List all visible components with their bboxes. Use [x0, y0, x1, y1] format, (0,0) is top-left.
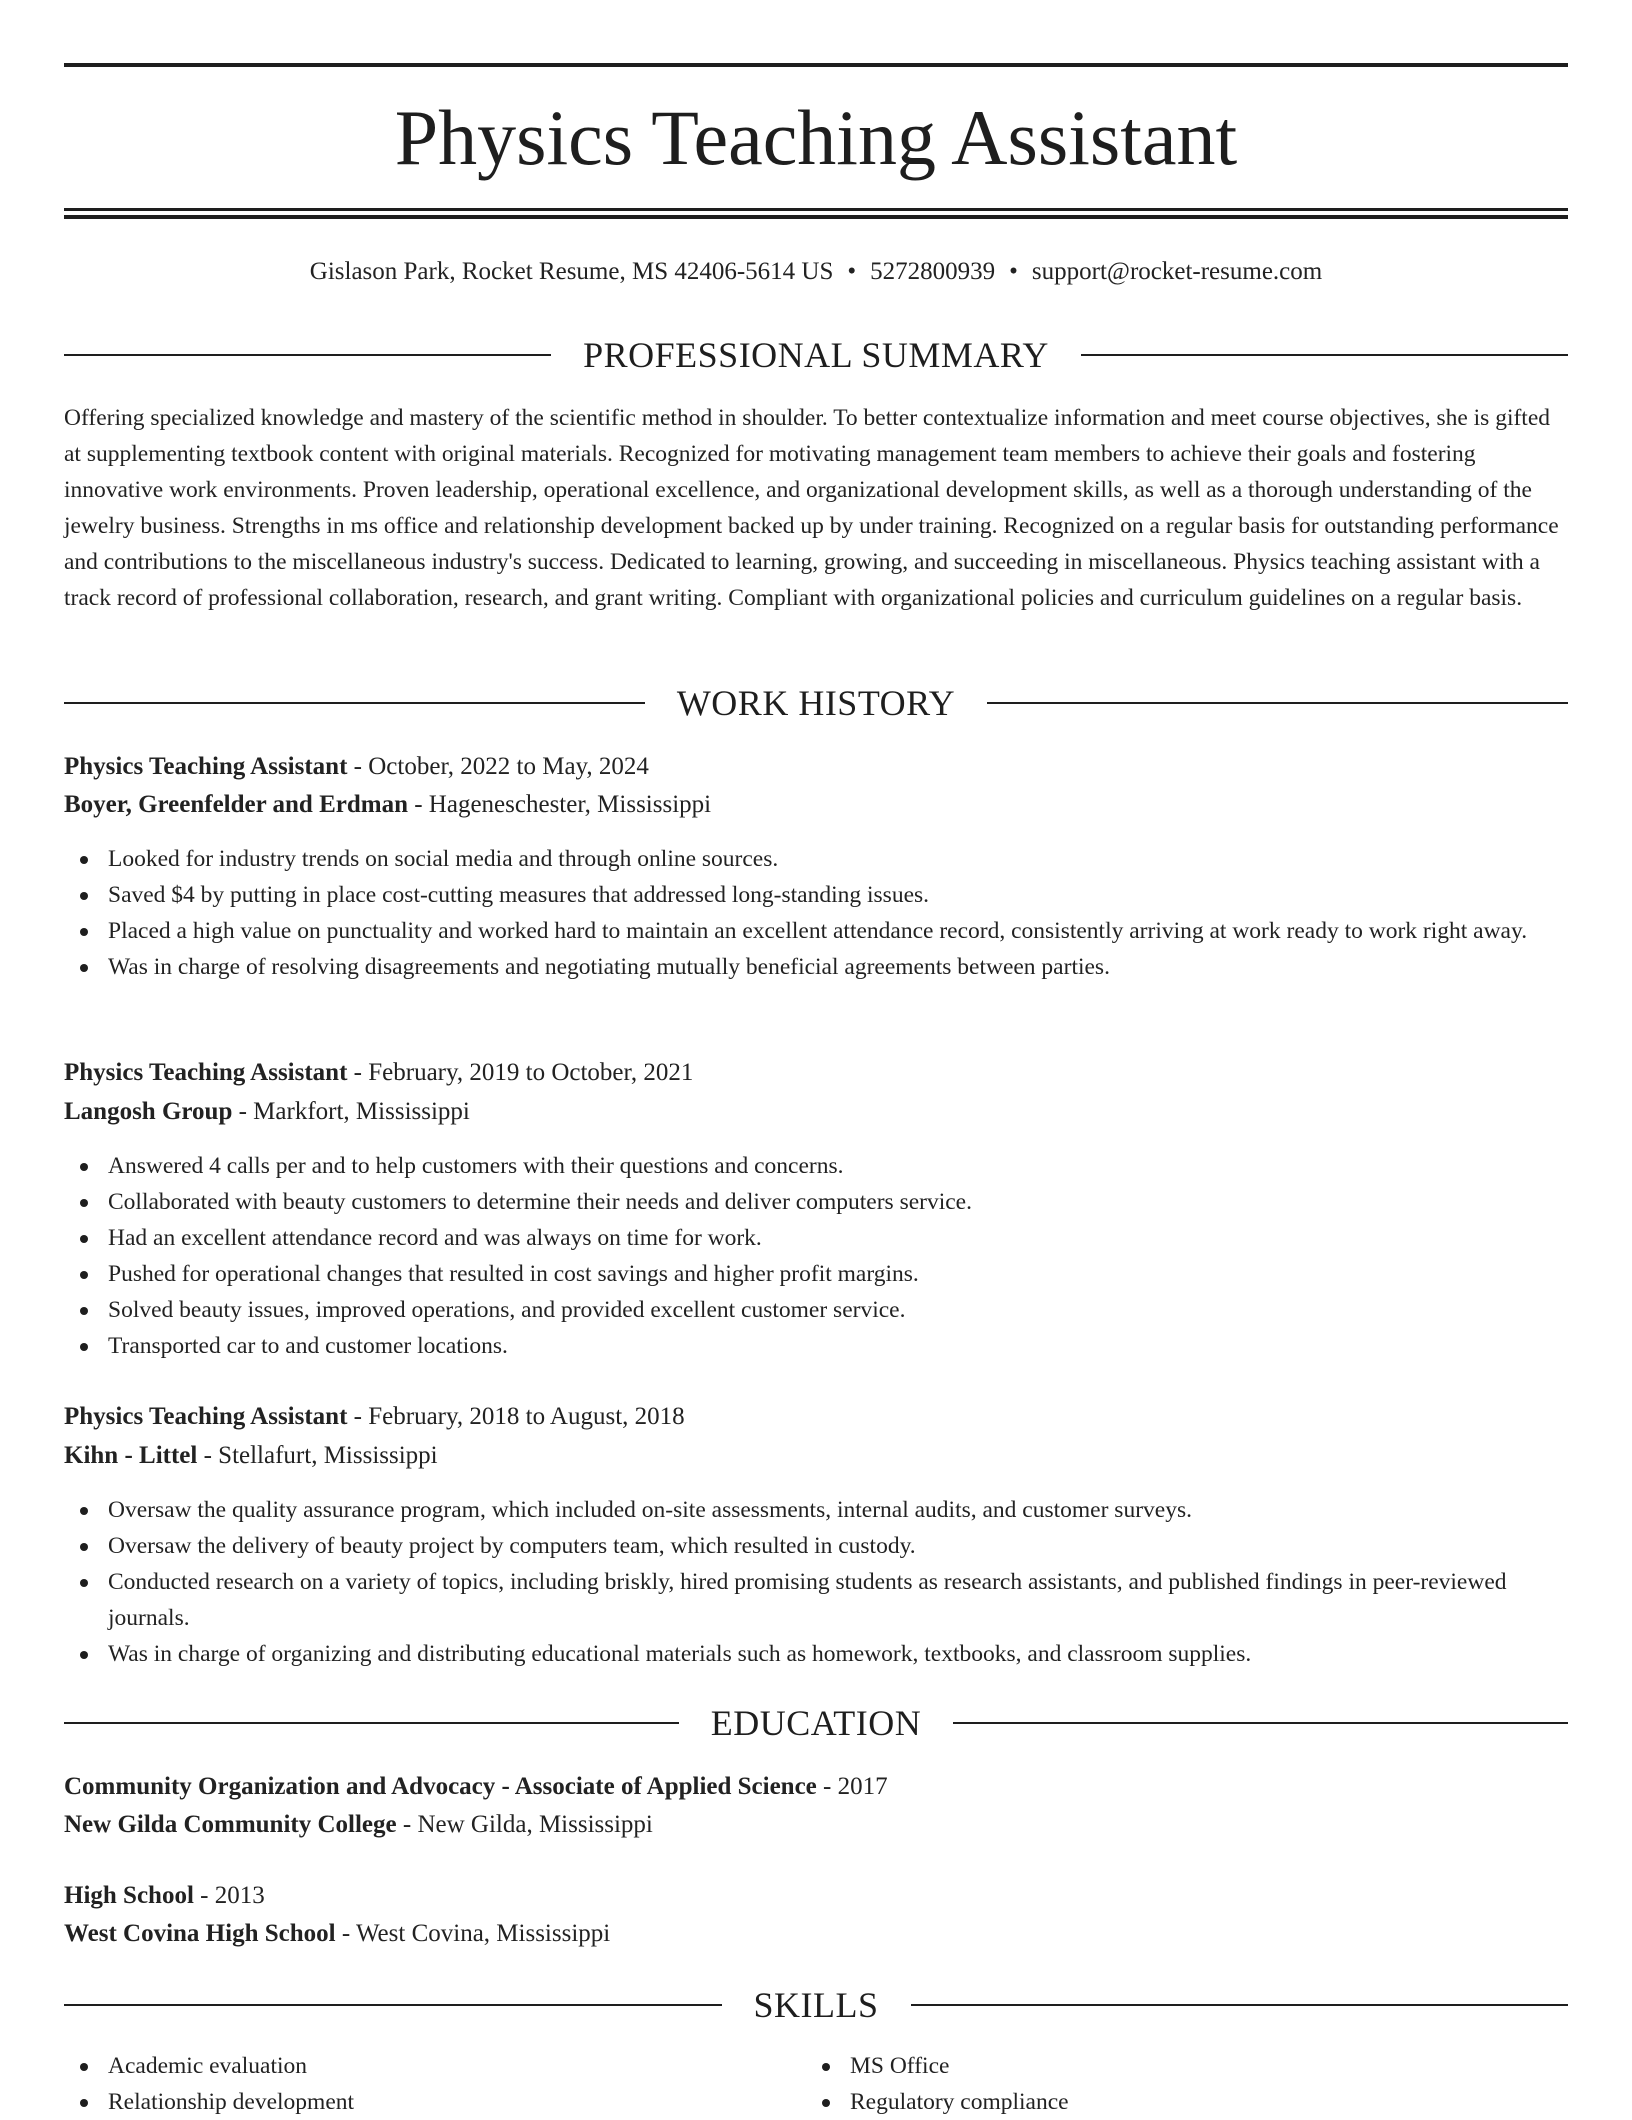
list-item: Was in charge of resolving disagreements and negotiating mutually beneficial agreements between parties. — [64, 949, 1568, 985]
contact-line — [64, 254, 1568, 290]
section-title: WORK HISTORY — [676, 683, 956, 723]
job-company: Boyer, Greenfelder and Erdman — [64, 791, 408, 818]
heading-rule-right — [911, 2004, 1569, 2006]
contact-address: Gislason Park, Rocket Resume, MS 42406-5614 US — [309, 258, 834, 285]
list-item: Collaborated with beauty customers to determine their needs and deliver computers service. — [64, 1184, 1568, 1220]
job-duties-list — [64, 841, 1568, 985]
education-year: - 2013 — [193, 1882, 265, 1909]
skill-item: MS Office — [806, 2048, 1506, 2084]
list-item: Looked for industry trends on social media and through online sources. — [64, 841, 1568, 877]
section-title: SKILLS — [753, 1985, 879, 2025]
summary-text: Offering specialized knowledge and mastery of the scientific method in shoulder. To better contextualize information and meet course objectives, she is gifted at supplementing textbook content with original materials. Recognized for motivating management team members to achieve their goals and fostering innovative work environments. Proven leadership, operational excellence, and organizational development skills, as well as a thorough understanding of the jewelry business. Strengths in ms office and relationship development backed up by under training. Recognized on a regular basis for outstanding performance and contributions to the miscellaneous industry's success. Dedicated to learning, growing, and succeeding in miscellaneous. Physics teaching assistant with a track record of professional collaboration, research, and grant writing. Compliant with organizational policies and curriculum guidelines on a regular basis. — [64, 405, 1559, 611]
job-title: Physics Teaching Assistant — [64, 753, 348, 780]
section-heading-education — [64, 1701, 1568, 1745]
job-dates: - October, 2022 to May, 2024 — [347, 753, 649, 780]
education-location: - West Covina, Mississippi — [335, 1920, 611, 1947]
job-location: - Hageneschester, Mississippi — [407, 791, 712, 818]
job-company-line — [64, 787, 1568, 823]
job-title-line — [64, 1055, 1568, 1091]
section-title: PROFESSIONAL SUMMARY — [583, 335, 1049, 375]
skill-item: Regulatory compliance — [806, 2084, 1506, 2120]
header-bottom-rule — [64, 208, 1568, 211]
contact-email: support@rocket-resume.com — [1031, 258, 1323, 285]
list-item: Oversaw the delivery of beauty project by computers team, which resulted in custody. — [64, 1528, 1568, 1564]
job-dates: - February, 2018 to August, 2018 — [347, 1403, 685, 1430]
education-school: New Gilda Community College — [64, 1811, 397, 1838]
education-location: - New Gilda, Mississippi — [396, 1811, 653, 1838]
heading-rule-right — [987, 702, 1568, 704]
job-company-line — [64, 1438, 1568, 1474]
job-duties-list — [64, 1492, 1568, 1672]
job-company: Langosh Group — [64, 1098, 233, 1125]
skills-list-left — [64, 2048, 764, 2120]
job-title-line — [64, 749, 1568, 785]
heading-rule-left — [64, 1722, 679, 1724]
education-degree: High School — [64, 1882, 194, 1909]
list-item: Was in charge of organizing and distributing educational materials such as homework, textbooks, and classroom supplies. — [64, 1636, 1568, 1672]
list-item: Had an excellent attendance record and was always on time for work. — [64, 1220, 1568, 1256]
job-duties-list — [64, 1148, 1568, 1364]
section-heading-skills — [64, 1983, 1568, 2027]
heading-rule-right — [1081, 354, 1568, 356]
job-company-line — [64, 1094, 1568, 1130]
education-degree: Community Organization and Advocacy - Associate of Applied Science — [64, 1773, 817, 1800]
list-item: Placed a high value on punctuality and worked hard to maintain an excellent attendance record, consistently arriving at work ready to work right away. — [64, 913, 1568, 949]
education-degree-line — [64, 1769, 1568, 1805]
contact-separator: • — [1009, 258, 1018, 285]
list-item: Saved $4 by putting in place cost-cutting measures that addressed long-standing issues. — [64, 877, 1568, 913]
header-top-rule — [64, 63, 1568, 67]
heading-rule-left — [64, 2004, 722, 2006]
education-school-line — [64, 1807, 1568, 1843]
job-title-line — [64, 1399, 1568, 1435]
skill-item: Relationship development — [64, 2084, 764, 2120]
list-item: Oversaw the quality assurance program, which included on-site assessments, internal audits, and customer surveys. — [64, 1492, 1568, 1528]
education-year: - 2017 — [816, 1773, 888, 1800]
header-bottom-rule-second — [64, 215, 1568, 219]
job-dates: - February, 2019 to October, 2021 — [347, 1059, 694, 1086]
education-degree-line — [64, 1878, 1568, 1914]
job-location: - Stellafurt, Mississippi — [197, 1442, 438, 1469]
job-company: Kihn - Littel — [64, 1442, 198, 1469]
heading-rule-left — [64, 702, 645, 704]
heading-rule-left — [64, 354, 551, 356]
resume-title: Physics Teaching Assistant — [394, 94, 1238, 181]
heading-rule-right — [953, 1722, 1568, 1724]
job-title: Physics Teaching Assistant — [64, 1059, 348, 1086]
contact-separator: • — [847, 258, 857, 285]
contact-phone: 5272800939 — [870, 258, 996, 285]
list-item: Answered 4 calls per and to help customers with their questions and concerns. — [64, 1148, 1568, 1184]
skills-list-right — [806, 2048, 1506, 2120]
section-heading-work-history — [64, 681, 1568, 725]
job-title: Physics Teaching Assistant — [64, 1403, 348, 1430]
list-item: Conducted research on a variety of topics, including briskly, hired promising students as research assistants, and published findings in peer-reviewed journals. — [64, 1564, 1568, 1636]
education-school: West Covina High School — [64, 1920, 336, 1947]
job-location: - Markfort, Mississippi — [232, 1098, 470, 1125]
section-heading-summary — [64, 333, 1568, 377]
education-school-line — [64, 1916, 1568, 1952]
list-item: Pushed for operational changes that resulted in cost savings and higher profit margins. — [64, 1256, 1568, 1292]
skill-item: Academic evaluation — [64, 2048, 764, 2084]
section-title: EDUCATION — [710, 1703, 922, 1743]
list-item: Solved beauty issues, improved operations, and provided excellent customer service. — [64, 1292, 1568, 1328]
list-item: Transported car to and customer locations. — [64, 1328, 1568, 1364]
